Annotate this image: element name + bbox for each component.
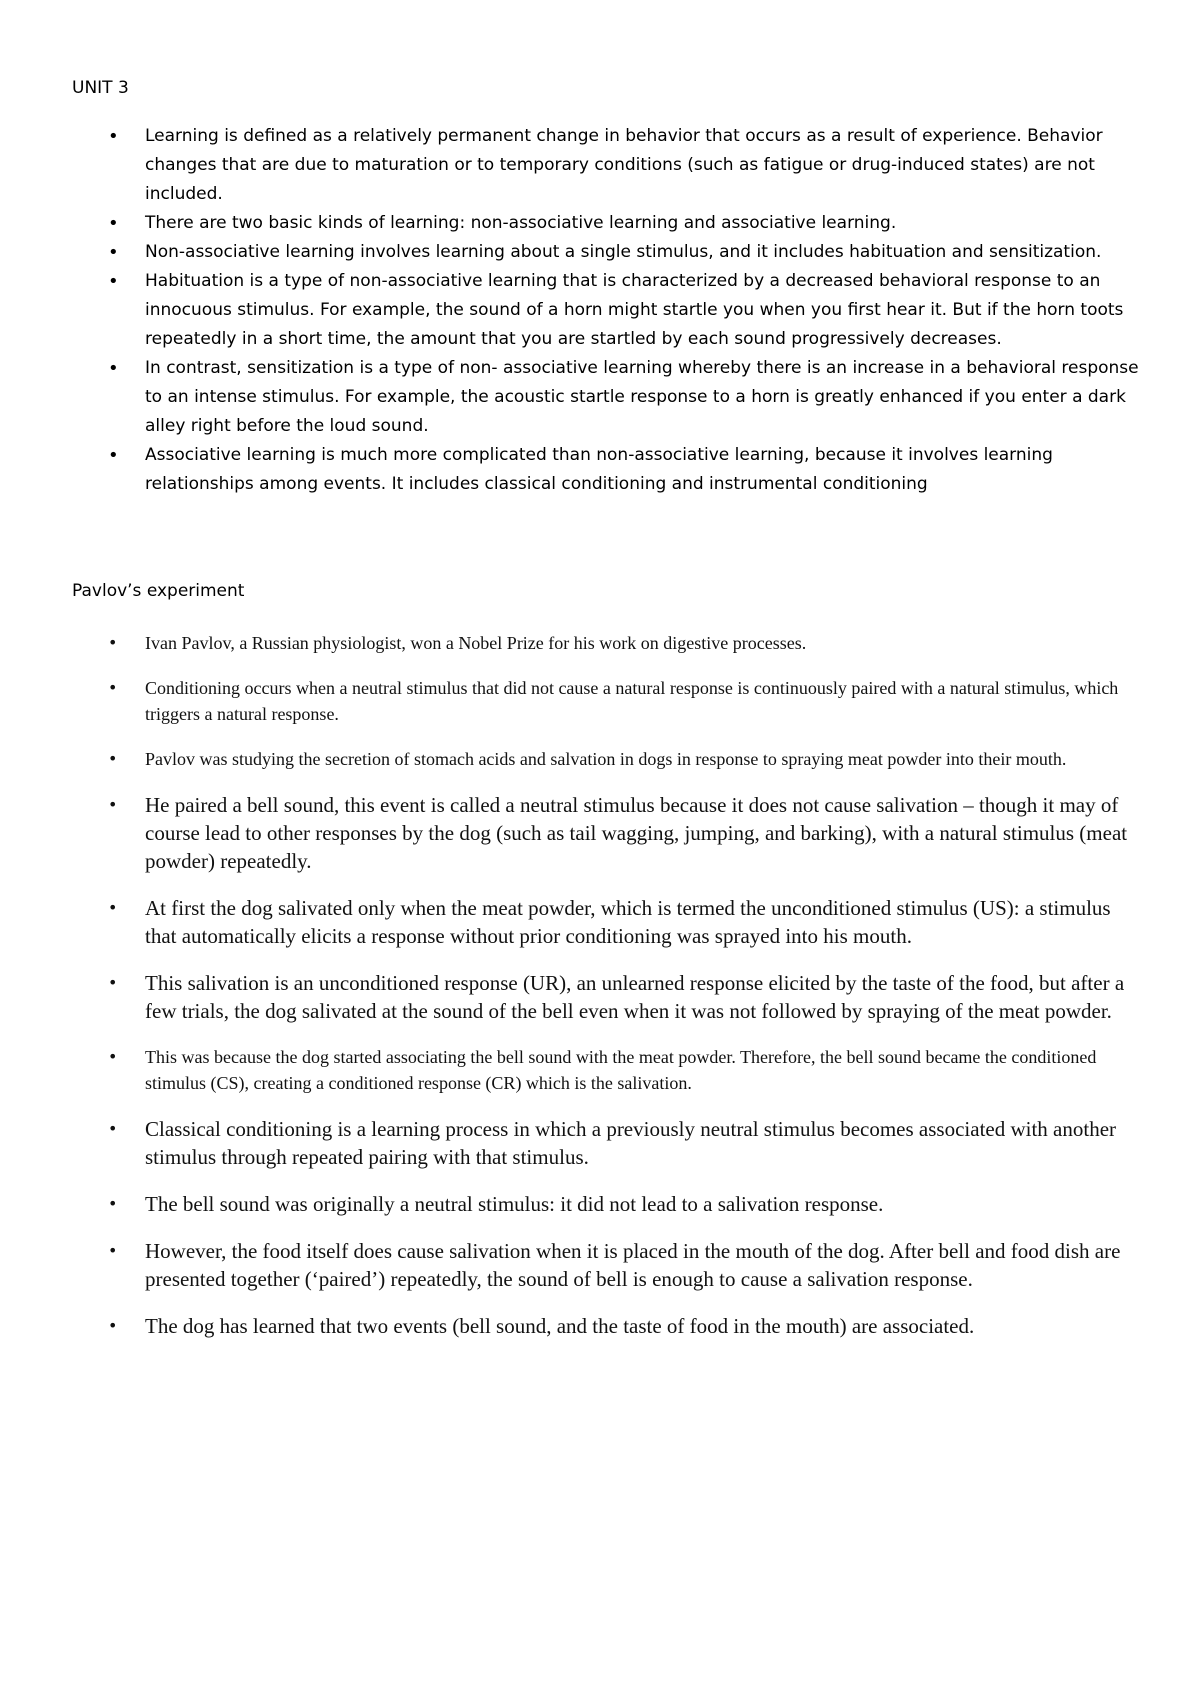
list-item-text: This was because the dog started associating the bell sound with the meat powder. Therefore, the bell sound became the conditioned stimulus (CS), creating a conditioned response (CR) which is the salivation. xyxy=(145,1047,1097,1093)
list-item-text: The bell sound was originally a neutral stimulus: it did not lead to a salivation response. xyxy=(145,1192,884,1216)
list-item xyxy=(108,630,1140,656)
list-item-text: In contrast, sensitization is a type of non- associative learning whereby there is an increase in a behavioral response to an intense stimulus. For example, the acoustic startle response to a horn is greatly enhanced if you enter a dark alley right before the loud sound. xyxy=(145,358,1139,436)
list-item-text: Associative learning is much more complicated than non-associative learning, because it involves learning relationships among events. It includes classical conditioning and instrumental conditioning xyxy=(145,445,1053,494)
list-item-text: The dog has learned that two events (bell sound, and the taste of food in the mouth) are associated. xyxy=(145,1314,975,1338)
bullet-icon: • xyxy=(108,126,119,147)
list-item xyxy=(108,267,1140,354)
list-item xyxy=(108,1115,1140,1171)
bullet-icon: • xyxy=(108,1316,118,1335)
bullet-icon: • xyxy=(108,271,119,292)
bullet-icon: • xyxy=(108,213,119,234)
list-item-text: Habituation is a type of non-associative learning that is characterized by a decreased behavioral response to an innocuous stimulus. For example, the sound of a horn might startle you when you first hear it. But if the horn toots repeatedly in a short time, the amount that you are startled by each sound progressively decreases. xyxy=(145,271,1124,349)
list-item xyxy=(108,122,1140,209)
list-item xyxy=(108,209,1140,238)
list-item xyxy=(108,441,1140,499)
bullet-icon: • xyxy=(108,1119,118,1138)
unit-heading: UNIT 3 xyxy=(72,78,129,98)
list-item-text: Conditioning occurs when a neutral stimulus that did not cause a natural response is continuously paired with a natural stimulus, which triggers a natural response. xyxy=(145,678,1119,724)
pavlov-heading: Pavlov’s experiment xyxy=(72,581,245,601)
bullet-icon: • xyxy=(108,749,118,768)
list-item-text: Learning is defined as a relatively permanent change in behavior that occurs as a result of experience. Behavior changes that are due to maturation or to temporary conditions (such as fatigue or drug-induced states) are not included. xyxy=(145,126,1103,204)
list-item xyxy=(108,238,1140,267)
list-item xyxy=(108,1312,1140,1340)
pavlov-bullet-list xyxy=(108,630,1140,1340)
bullet-icon: • xyxy=(108,973,118,992)
bullet-icon: • xyxy=(108,1241,118,1260)
list-item-text: Pavlov was studying the secretion of stomach acids and salvation in dogs in response to spraying meat powder into their mouth. xyxy=(145,749,1067,769)
list-item-text: At first the dog salivated only when the meat powder, which is termed the unconditioned stimulus (US): a stimulus that automatically elicits a response without prior conditioning was sprayed into his mouth. xyxy=(145,896,1111,948)
list-item xyxy=(108,1044,1140,1096)
bullet-icon: • xyxy=(108,1194,118,1213)
list-item xyxy=(108,354,1140,441)
list-item-text: Ivan Pavlov, a Russian physiologist, won a Nobel Prize for his work on digestive processes. xyxy=(145,633,807,653)
list-item-text: However, the food itself does cause salivation when it is placed in the mouth of the dog. After bell and food dish are presented together (‘paired’) repeatedly, the sound of bell is enough to cause a salivation response. xyxy=(145,1239,1121,1291)
list-item xyxy=(108,675,1140,727)
list-item xyxy=(108,746,1140,772)
list-item-text: Classical conditioning is a learning process in which a previously neutral stimulus becomes associated with another stimulus through repeated pairing with that stimulus. xyxy=(145,1117,1117,1169)
bullet-icon: • xyxy=(108,898,118,917)
list-item-text: This salivation is an unconditioned response (UR), an unlearned response elicited by the taste of the food, but after a few trials, the dog salivated at the sound of the bell even when it was not followed by spraying of the meat powder. xyxy=(145,971,1125,1023)
list-item xyxy=(108,1237,1140,1293)
list-item-text: He paired a bell sound, this event is called a neutral stimulus because it does not cause salivation – though it may of course lead to other responses by the dog (such as tail wagging, jumping, and barking), with a natural stimulus (meat powder) repeatedly. xyxy=(145,793,1128,873)
bullet-icon: • xyxy=(108,795,118,814)
bullet-icon: • xyxy=(108,242,119,263)
list-item xyxy=(108,894,1140,950)
bullet-icon: • xyxy=(108,1047,118,1066)
bullet-icon: • xyxy=(108,633,118,652)
list-item xyxy=(108,969,1140,1025)
bullet-icon: • xyxy=(108,358,119,379)
list-item xyxy=(108,791,1140,875)
unit-bullet-list xyxy=(108,122,1140,499)
bullet-icon: • xyxy=(108,445,119,466)
list-item-text: Non-associative learning involves learning about a single stimulus, and it includes habituation and sensitization. xyxy=(145,242,1102,262)
bullet-icon: • xyxy=(108,678,118,697)
list-item-text: There are two basic kinds of learning: non-associative learning and associative learning. xyxy=(145,213,897,233)
list-item xyxy=(108,1190,1140,1218)
